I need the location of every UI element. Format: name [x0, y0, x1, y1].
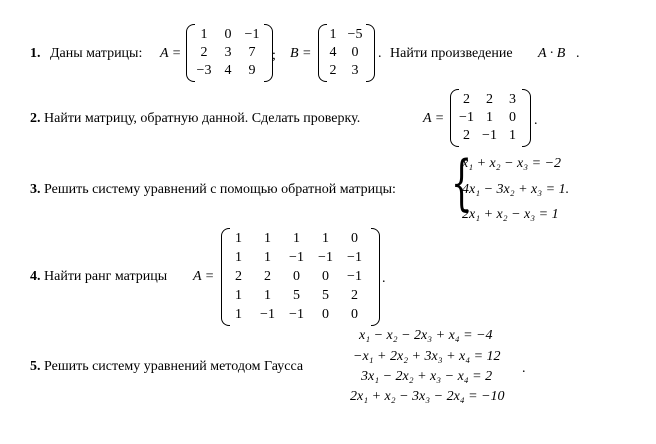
task1: [30, 46, 142, 62]
task5-eq-4: 2x₁ + x₂ − 3x₃ − 2x₄ = −10: [350, 389, 505, 404]
matrix-cell: 5: [293, 288, 300, 303]
matrix-cell: 1: [235, 231, 242, 246]
matrix-cell: 7: [248, 45, 256, 60]
matrix-cell: −1: [459, 110, 474, 125]
task1-b-label: B =: [290, 46, 312, 61]
matrix-cell: 2: [329, 63, 337, 78]
matrix-cell: 1: [486, 110, 493, 125]
matrix-cell: 2: [463, 92, 470, 107]
task1-number: 1.: [30, 46, 41, 61]
task3-eq-3: 2x₁ + x₂ − x₃ = 1: [462, 207, 559, 222]
matrix-cell: −3: [196, 63, 212, 78]
task3-eq-2: 4x₁ − 3x₂ + x₃ = 1.: [462, 182, 570, 197]
matrix-cell: 2: [463, 128, 470, 143]
matrix-cell: 1: [322, 231, 329, 246]
matrix-cell: 2: [235, 269, 242, 284]
matrix-cell: 2: [486, 92, 493, 107]
matrix-cell: −1: [260, 307, 275, 322]
matrix-cell: 1: [235, 307, 242, 322]
task1-end: .: [576, 46, 580, 61]
matrix-cell: −1: [347, 269, 362, 284]
matrix-cell: 1: [264, 231, 271, 246]
task2-text: Найти матрицу, обратную данной. Сделать проверку.: [44, 111, 361, 126]
task1-separator: ;: [272, 48, 276, 63]
matrix-cell: 1: [509, 128, 516, 143]
task3-number: 3.: [30, 182, 41, 197]
task1-product: A · B: [538, 46, 566, 61]
task2: [30, 111, 360, 127]
task4: [30, 269, 167, 285]
matrix-cell: 1: [200, 27, 208, 42]
matrix-cell: 1: [235, 288, 242, 303]
matrix-cell: −1: [244, 27, 260, 42]
matrix-cell: 5: [322, 288, 329, 303]
matrix-cell: −1: [482, 128, 497, 143]
task4-a-label: A =: [193, 269, 215, 284]
matrix-cell: 1: [235, 250, 242, 265]
task1-tail-text: Найти произведение: [390, 46, 513, 61]
task3-eq-1: x₁ + x₂ − x₃ = −2: [462, 156, 562, 171]
task5-text: Решить систему уравнений методом Гаусса: [44, 359, 304, 374]
matrix-cell: 3: [351, 63, 359, 78]
task2-number: 2.: [30, 111, 41, 126]
task5-number: 5.: [30, 359, 41, 374]
matrix-cell: −1: [347, 250, 362, 265]
matrix-cell: 0: [351, 307, 358, 322]
matrix-cell: −1: [289, 250, 304, 265]
task1-a-label: A =: [160, 46, 182, 61]
task3: [30, 182, 396, 198]
matrix-cell: 2: [264, 269, 271, 284]
matrix-cell: 0: [351, 45, 359, 60]
task3-text: Решить систему уравнений с помощью обратной матрицы:: [44, 182, 396, 197]
task5-end: .: [522, 361, 526, 376]
right-paren: [366, 24, 375, 82]
right-paren: [371, 228, 380, 326]
task4-number: 4.: [30, 269, 41, 284]
matrix-cell: −1: [318, 250, 333, 265]
matrix-cell: 1: [293, 231, 300, 246]
matrix-cell: 0: [509, 110, 516, 125]
task5-eq-3: 3x₁ − 2x₂ + x₃ − x₄ = 2: [361, 369, 493, 384]
task2-end: .: [534, 113, 538, 128]
matrix-cell: 2: [200, 45, 208, 60]
matrix-cell: 2: [351, 288, 358, 303]
task2-a-label: A =: [423, 111, 445, 126]
task5-eq-1: x₁ − x₂ − 2x₃ + x₄ = −4: [359, 328, 493, 343]
matrix-cell: 0: [224, 27, 232, 42]
matrix-cell: 0: [351, 231, 358, 246]
matrix-cell: 0: [322, 269, 329, 284]
matrix-cell: 4: [329, 45, 337, 60]
task5-eq-2: −x₁ + 2x₂ + 3x₃ + x₄ = 12: [353, 349, 501, 364]
matrix-cell: 1: [329, 27, 337, 42]
matrix-cell: 1: [264, 288, 271, 303]
matrix-cell: −5: [347, 27, 363, 42]
system-brace: {: [451, 148, 473, 218]
matrix-cell: 9: [248, 63, 256, 78]
task4-end: .: [382, 271, 386, 286]
task1-period: .: [378, 46, 382, 61]
matrix-cell: 3: [509, 92, 516, 107]
matrix-cell: −1: [289, 307, 304, 322]
matrix-cell: 4: [224, 63, 232, 78]
task5: [30, 359, 303, 375]
task1-text: Даны матрицы:: [50, 46, 143, 61]
matrix-cell: 0: [293, 269, 300, 284]
matrix-cell: 0: [322, 307, 329, 322]
task4-text: Найти ранг матрицы: [44, 269, 168, 284]
matrix-cell: 3: [224, 45, 232, 60]
matrix-cell: 1: [264, 250, 271, 265]
